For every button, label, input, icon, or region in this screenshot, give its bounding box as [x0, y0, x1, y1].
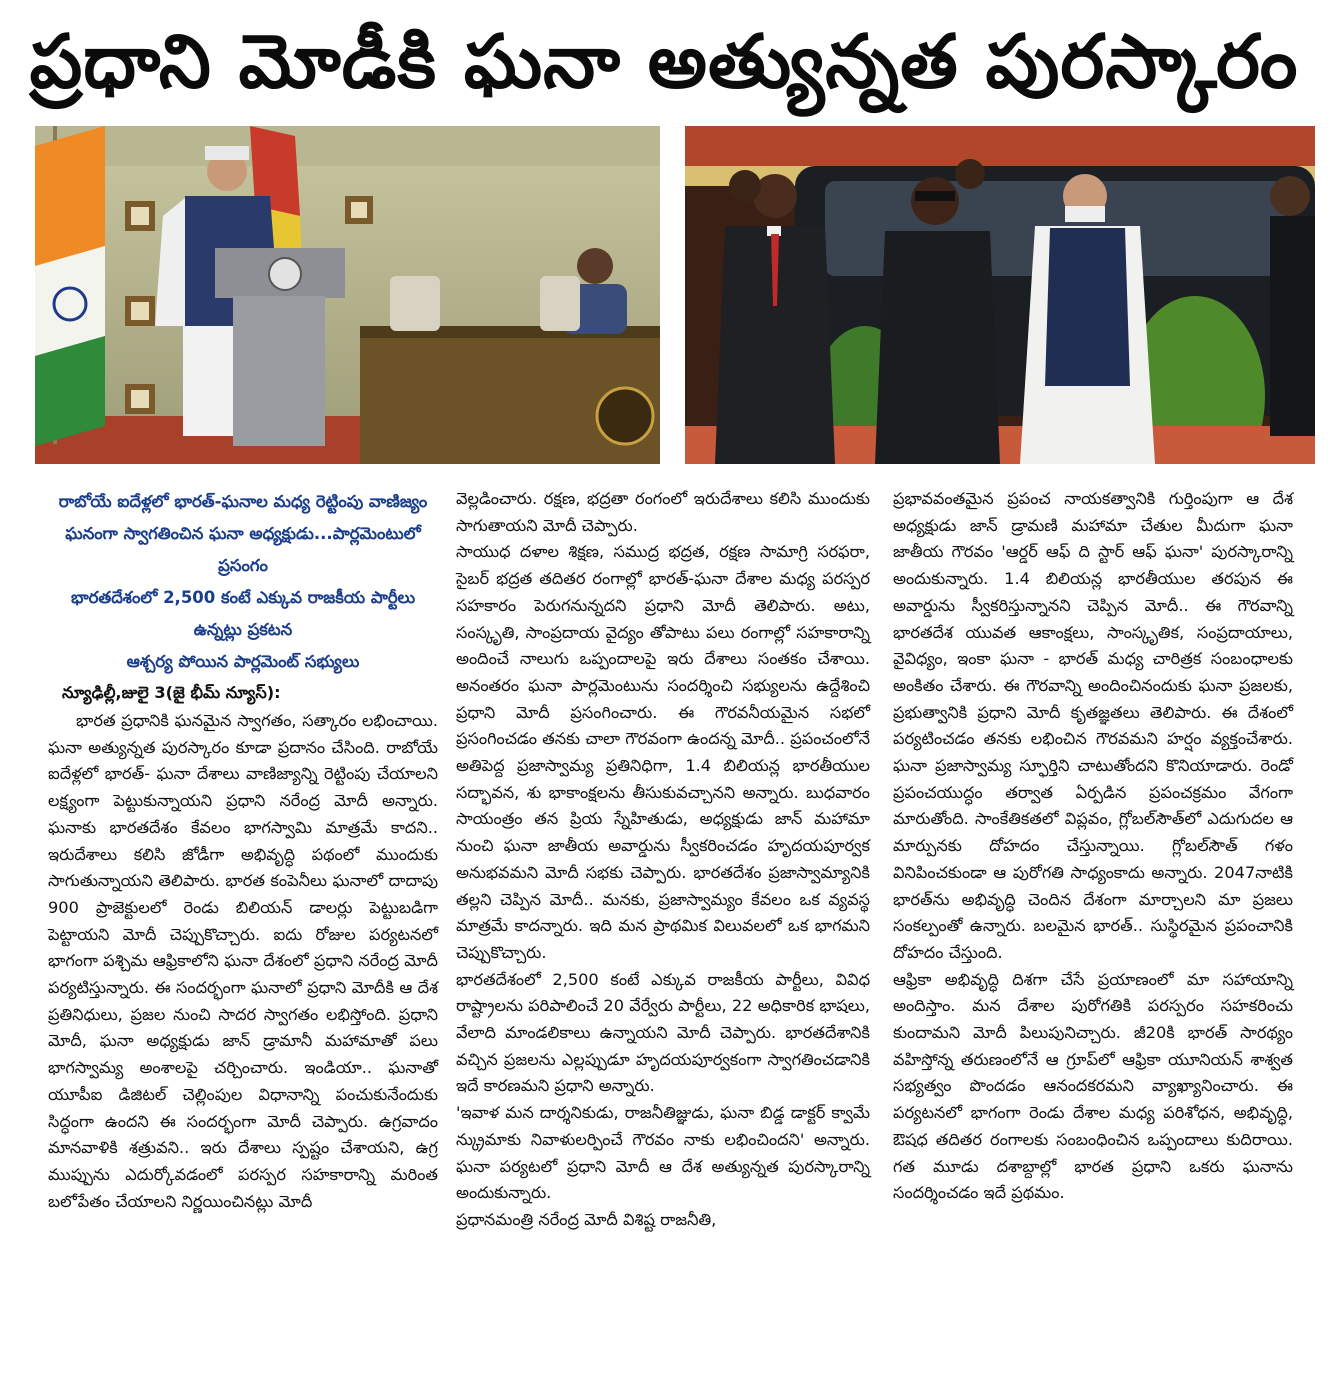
article-paragraph: వెల్లడించారు. రక్షణ, భద్రతా రంగంలో ఇరుదేశాలు కలిసి ముందుకు సాగుతాయని మోదీ చెప్పారు. — [456, 489, 870, 535]
photo-podium-illustration — [35, 126, 660, 464]
article-paragraph: ఆఫ్రికా అభివృద్ధి దిశగా చేసే ప్రయాణంలో మా సహాయాన్ని అందిస్తాం. మన దేశాల పురోగతికి పరస్పరం సహకరించు కుందామని మోదీ పిలుపునిచ్చారు. జీ20కి భారత్ సారథ్యం వహిస్తోన్న తరుణంలోనే ఆ గ్రూప్‌లో ఆఫ్రికా యూనియన్ శాశ్వత సభ్యత్వం పొందడం ఆనందకరమని వ్యాఖ్యానించారు. ఈ పర్యటనలో భాగంగా రెండు దేశాల మధ్య పరిశోధన, అభివృద్ధి, ఔషధ తదితర రంగాలకు సంబంధించిన ఒప్పందాలు కుదిరాయి. గత మూడు దశాబ్దాల్లో భారత ప్రధాని ఒకరు ఘనాను సందర్శించడం ఇదే ప్రథమం. — [893, 969, 1293, 1203]
photo-walking-illustration — [685, 126, 1315, 464]
headline: ప్రధాని మోడీకి ఘనా అత్యున్నత పురస్కారం — [29, 19, 1299, 105]
dateline: న్యూఢిల్లీ,జులై 3(జై భీమ్ న్యూస్): — [62, 683, 281, 702]
article-paragraph: సాయుధ దళాల శిక్షణ, సముద్ర భద్రత, రక్షణ సామాగ్రి సరఫరా, సైబర్ భద్రత తదితర రంగాల్లో భారత్-ఘనా దేశాల మధ్య పరస్పర సహకారం పెరుగనున్నదని ప్రధాని మోదీ తెలిపారు. అటు, సంస్కృతి, సాంప్రదాయ వైద్యం తోపాటు పలు రంగాల్లో సహకారాన్ని అందించే నాలుగు ఒప్పందాలపై ఇరు దేశాలు సంతకం చేశాయి. అనంతరం ఘనా పార్లమెంటును సందర్శించి సభ్యులను ఉద్దేశించి ప్రధాని మోదీ ప్రసంగించారు. ఈ గౌరవనీయమైన సభలో ప్రసంగించడం తనకు చాలా గౌరవంగా ఉందన్న మోదీ.. ప్రపంచంలోనే అతిపెద్ద ప్రజాస్వామ్య ప్రతినిధిగా, 1.4 బిలియన్ల భారతీయుల సద్భావన, శు భాకాంక్షలను తీసుకువచ్చానని అన్నారు. బుధవారం సాయంత్రం తన ప్రియ స్నేహితుడు, అధ్యక్షుడు జాన్ మహామా నుంచి ఘనా జాతీయ అవార్డును స్వీకరించడం హృదయపూర్వక అనుభవమని మోదీ సభకు చెప్పారు. భారతదేశం ప్రజాస్వామ్యానికి తల్లని చెప్పిన మోదీ.. మనకు, ప్రజాస్వామ్యం కేవలం ఒక వ్యవస్థ మాత్రమే కాదన్నారు. ఇది మన ప్రాథమిక విలువలలో ఒక భాగమని చెప్పుకొచ్చారు. — [456, 542, 870, 962]
highlight-line: ఘనంగా స్వాగతించిన ఘనా అధ్యక్షుడు...పార్లమెంటులో ప్రసంగం — [65, 524, 421, 575]
article-column-1 — [48, 486, 438, 1215]
photo-modi-podium-speech — [35, 126, 660, 464]
article-column-3 — [893, 486, 1293, 1207]
article-paragraph: ప్రభావవంతమైన ప్రపంచ నాయకత్వానికి గుర్తింపుగా ఆ దేశ అధ్యక్షుడు జాన్ డ్రామణి మహామా చేతుల మీదుగా ఘనా జాతీయ గౌరవం 'ఆర్డర్ ఆఫ్ ది స్టార్ ఆఫ్ ఘనా' పురస్కారాన్ని అందుకున్నారు. 1.4 బిలియన్ల భారతీయుల తరపున ఈ అవార్డును స్వీకరిస్తున్నానని చెప్పిన మోదీ.. ఈ గౌరవాన్ని భారతదేశ యువత ఆకాంక్షలు, సాంస్కృతిక, సంప్రదాయాలు, వైవిధ్యం, ఇంకా ఘనా - భారత్ మధ్య చారిత్రక సంబంధాలకు అంకితం చేశారు. ఈ గౌరవాన్ని అందించినందుకు ఘనా ప్రజలకు, ప్రభుత్వానికి ప్రధాని మోదీ కృతజ్ఞతలు తెలిపారు. ఈ దేశంలో పర్యటించడం తనకు లభించిన గౌరవమని హర్షం వ్యక్తంచేశారు. ఘనా ప్రజాస్వామ్య స్ఫూర్తిని చాటుతోందని కొనియాడారు. రెండో ప్రపంచయుద్ధం తర్వాత ఏర్పడిన ప్రపంచక్రమం వేగంగా మారుతోంది. సాంకేతికతలో విప్లవం, గ్లోబల్‌సౌత్‌లో ఎదుగుదల ఆ మార్పునకు దోహదం చేస్తున్నాయి. గ్లోబల్‌సౌత్ గళం వినిపించకుండా ఆ పురోగతి సాధ్యంకాదు అన్నారు. 2047నాటికి భారత్‌ను అభివృద్ధి చెందిన దేశంగా మార్చాలని మా ప్రజలు సంకల్పంతో ఉన్నారు. బలమైన భారత్.. సుస్థిరమైన ప్రపంచానికి దోహదం చేస్తుంది. — [893, 489, 1293, 962]
article-paragraph: 'ఇవాళ మన దార్శనికుడు, రాజనీతిజ్ఞుడు, ఘనా బిడ్డ డాక్టర్ క్వామే న్క్రుమాకు నివాళులర్పించే గౌరవం నాకు లభించిందని' అన్నారు. ఘనా పర్యటలో ప్రధాని మోదీ ఆ దేశ అత్యున్నత పురస్కారాన్ని అందుకున్నారు. — [456, 1103, 870, 1203]
highlight-line: భారతదేశంలో 2,500 కంటే ఎక్కువ రాజకీయ పార్టీలు ఉన్నట్లు ప్రకటన — [70, 588, 416, 639]
photo-leaders-walking — [685, 126, 1315, 464]
highlights — [48, 486, 438, 678]
article-column-2 — [456, 486, 870, 1234]
article-paragraph: భారత ప్రధానికి ఘనమైన స్వాగతం, సత్కారం లభించాయి. ఘనా అత్యున్నత పురస్కారం కూడా ప్రదానం చేసింది. రాబోయే ఐదేళ్లలో భారత్- ఘనా దేశాలు వాణిజ్యాన్ని రెట్టింపు చేయాలని లక్ష్యంగా పెట్టుకున్నాయని ప్రధాని నరేంద్ర మోదీ అన్నారు. ఘనాకు భారతదేశం కేవలం భాగస్వామి మాత్రమే కాదని.. ఇరుదేశాలు కలిసి జోడీగా అభివృద్ధి పథంలో ముందుకు సాగుతున్నాయని తెలిపారు. భారత కంపెనీలు ఘనాలో దాదాపు 900 ప్రాజెక్టులలో రెండు బిలియన్ డాలర్లు పెట్టుబడిగా పెట్టాయని మోదీ చెప్పుకొచ్చారు. ఐదు రోజుల పర్యటనలో భాగంగా పశ్చిమ ఆఫ్రికాలోని ఘనా దేశంలో ప్రధాని నరేంద్ర మోదీ పర్యటిస్తున్నారు. ఈ సందర్భంగా ఘనాలో ప్రధాని మోదీకి ఆ దేశ ప్రతినిధులు, ప్రజల నుంచి సాదర స్వాగతం లభిస్తోంది. ప్రధాని మోదీ, ఘనా అధ్యక్షుడు జాన్ డ్రామానీ మహామాతో పలు భాగస్వామ్య అంశాలపై చర్చించారు. ఇండియా.. ఘనాతో యూపీఐ డిజిటల్ చెల్లింపుల విధానాన్ని పంచుకునేందుకు సిద్ధంగా ఉందని ఈ సందర్భంగా మోదీ చెప్పారు. ఉగ్రవాదం మానవాళికి శత్రువని.. ఇరు దేశాలు స్పష్టం చేశాయని, ఉగ్ర ముప్పును ఎదుర్కోవడంలో పరస్పర సహకారాన్ని మరింత బలోపేతం చేయాలని నిర్ణయించినట్లు మోదీ — [48, 711, 438, 1211]
article-paragraph: ప్రధానమంత్రి నరేంద్ర మోదీ విశిష్ట రాజనీతి, — [456, 1209, 717, 1229]
highlight-line: ఆశ్చర్య పోయిన పార్లమెంట్ సభ్యులు — [126, 652, 360, 671]
article-paragraph: భారతదేశంలో 2,500 కంటే ఎక్కువ రాజకీయ పార్టీలు, వివిధ రాష్ట్రాలను పరిపాలించే 20 వేర్వేరు పార్టీలు, 22 అధికారిక భాషలు, వేలాది మాండలికాలు ఉన్నాయని మోదీ చెప్పారు. భారతదేశానికి వచ్చిన ప్రజలను ఎల్లప్పుడూ హృదయపూర్వకంగా స్వాగతించడానికి ఇదే కారణమని ప్రధాని అన్నారు. — [456, 969, 870, 1096]
highlight-line: రాబోయే ఐదేళ్లలో భారత్-ఘనాల మధ్య రెట్టింపు వాణిజ్యం — [58, 492, 428, 511]
